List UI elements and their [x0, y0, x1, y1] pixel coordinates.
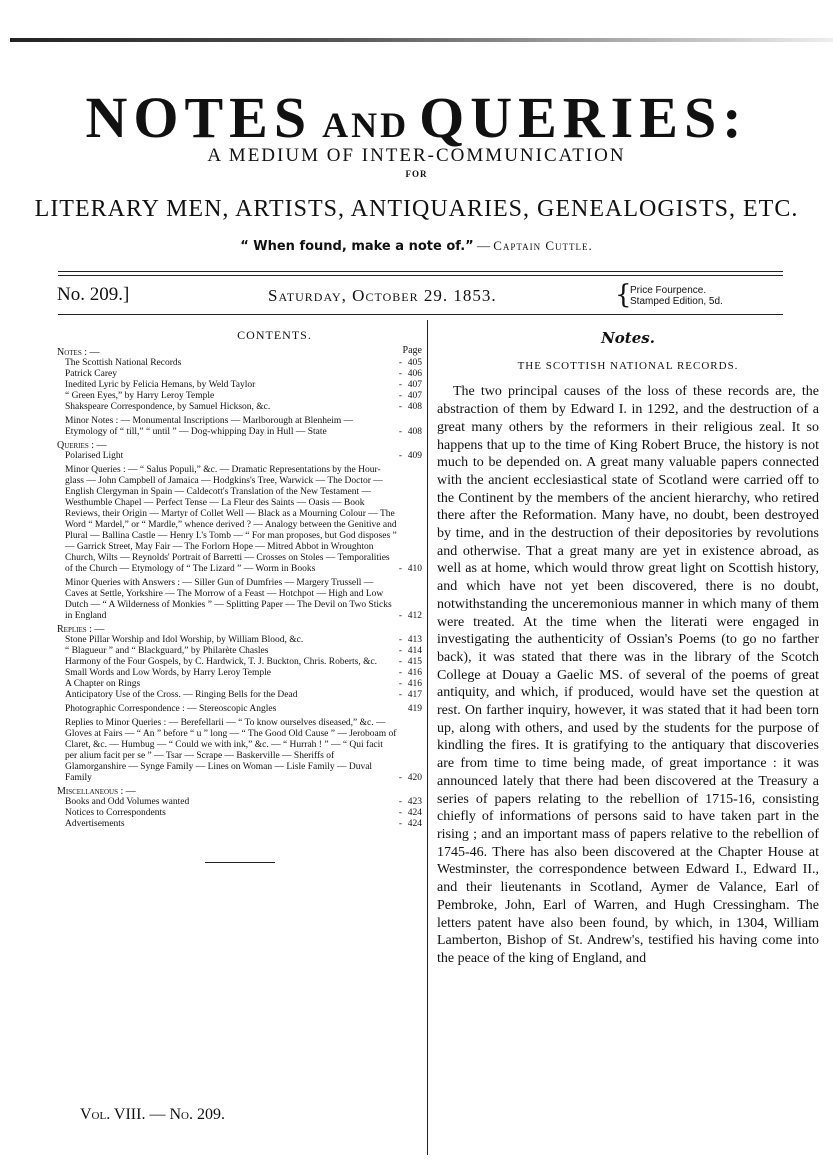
masthead-title — [0, 84, 833, 151]
header-rule-top-2 — [58, 275, 783, 276]
contents-entry-text: Small Words and Low Words, by Harry Leroy Temple — [65, 668, 271, 678]
contents-entry-text: Patrick Carey — [65, 369, 117, 379]
notes-minor-text: Minor Notes : — Monumental Inscriptions — Marlborough at Blenheim — Etymology of “ till,” “ until ” — Dog-whipping Day in Hull — State — [65, 416, 354, 437]
replies-minor-text: Replies to Minor Queries : — Berefellarii — “ To know ourselves diseased,” &c. — Gloves at Fairs — “ An ” before “ u ” long — “ The Good Old Cause ” — Jeroboam of Claret, &c. — Humbug — “ Could we with ink,” &c. — “ Hurrah ! ” — “ Qui facit per alium facit per se ” — Tsar — Scrape — Baskerville — Sheriffs of Glamorganshire — Synge Family — Lines on Woman — Lisle Family — Duval Family — [65, 718, 397, 783]
contents-entry-text: Stone Pillar Worship and Idol Worship, by William Blood, &c. — [65, 635, 304, 645]
motto-quote: “ When found, make a note of.” — [240, 239, 474, 254]
replies-label: Replies : — — [57, 624, 105, 635]
price-line-2: Stamped Edition, 5d. — [630, 296, 723, 307]
notes-list — [57, 358, 422, 413]
issue-date: Saturday, October 29. 1853. — [268, 286, 497, 305]
contents-entry-text: “ Green Eyes,” by Harry Leroy Temple — [65, 391, 215, 401]
contents-entry-text: Anticipatory Use of the Cross. — Ringing Bells for the Dead — [65, 690, 298, 700]
contents-entry-text: Inedited Lyric by Felicia Hemans, by Weld Taylor — [65, 380, 256, 390]
contents-entry: Harmony of the Four Gospels, by C. Hardwick, T. J. Buckton, Chris. Roberts, &c. - 415 — [65, 657, 422, 667]
photo-text: Photographic Correspondence : — Stereoscopic Angles — [65, 704, 277, 714]
queries-minor-text: Minor Queries : — “ Salus Populi,” &c. — Dramatic Representations by the Hour-glass — John Campbell of Jamaica — Hodgkins's Tree, Warwick — The Doctor — English Clergyman in Spain — Caldecott's Translation of the New Testament — Westhumble Chapel — Perfect Tense — La Fleur des Saints — Oasis — Book Reviews, their Origin — Martyr of Collet Well — Black as a Mourning Colour — The Word “ Mardel,” or “ Mardle,” whence derived ? — Analogy between the Genitive and Plural — Ballina Castle — Henry I.'s Tomb — “ For man proposes, but God disposes ” — Garrick Street, May Fair — The Forlorn Hope — Mitred Abbot in Wroughton Church, Wilts — Reynolds' Portrait of Barretti — Crosses on Stoles — Temporalities of the Church — Etymology of “ The Lizard ” — Worm in Books — [65, 465, 397, 574]
contents-entry-text: “ Blagueur ” and “ Blackguard,” by Philarète Chasles — [65, 646, 269, 656]
title-and: AND — [322, 105, 410, 145]
title-queries: QUERIES: — [419, 85, 748, 150]
contents-entry-page: 415 — [407, 657, 422, 667]
contents-entry-page: 417 — [407, 690, 422, 700]
contents-entry: “ Green Eyes,” by Harry Leroy Temple - 407 — [65, 391, 422, 401]
queries-list — [57, 451, 422, 462]
contents-entry: Stone Pillar Worship and Idol Worship, by William Blood, &c. - 413 — [65, 635, 422, 645]
contents-entry: The Scottish National Records - 405 — [65, 358, 422, 368]
contents-entry: Inedited Lyric by Felicia Hemans, by Weld Taylor - 407 — [65, 380, 422, 390]
replies-minor-entry: Replies to Minor Queries : — Berefellarii — “ To know ourselves diseased,” &c. — Gloves at Fairs — “ An ” before “ u ” long — “ The Good Old Cause ” — Jeroboam of Claret, &c. — Humbug — “ Could we with ink,” &c. — “ Hurrah ! ” — “ Qui facit per alium facit per se ” — Tsar — Scrape — Baskerville — Sheriffs of Glamorganshire — Synge Family — Lines on Woman — Lisle Family — Duval Family - 420 — [65, 718, 422, 783]
contents-entry-page: 416 — [407, 679, 422, 689]
title-notes: NOTES — [85, 85, 313, 150]
queries-answers-page: 412 — [407, 611, 422, 621]
queries-minor-entry: Minor Queries : — “ Salus Populi,” &c. — Dramatic Representations by the Hour-glass — John Campbell of Jamaica — Hodgkins's Tree, Warwick — The Doctor — English Clergyman in Spain — Caldecott's Translation of the New Testament — Westhumble Chapel — Perfect Tense — La Fleur des Saints — Oasis — Book Reviews, their Origin — Martyr of Collet Well — Black as a Mourning Colour — The Word “ Mardel,” or “ Mardle,” whence derived ? — Analogy between the Genitive and Plural — Ballina Castle — Henry I.'s Tomb — “ For man proposes, but God disposes ” — Garrick Street, May Fair — The Forlorn Hope — Mitred Abbot in Wroughton Church, Wilts — Reynolds' Portrait of Barretti — Crosses on Stoles — Temporalities of the Church — Etymology of “ The Lizard ” — Worm in Books - 410 — [65, 465, 422, 574]
contents-entry-text: A Chapter on Rings — [65, 679, 141, 689]
contents-entry-text: Harmony of the Four Gospels, by C. Hardwick, T. J. Buckton, Chris. Roberts, &c. — [65, 657, 378, 667]
contents-entry: Patrick Carey - 406 — [65, 369, 422, 379]
contents-entry: “ Blagueur ” and “ Blackguard,” by Philarète Chasles - 414 — [65, 646, 422, 656]
notes-header-row — [57, 345, 422, 358]
misc-label: Miscellaneous : — — [57, 786, 136, 797]
masthead-subtitle: A MEDIUM OF INTER-COMMUNICATION — [207, 145, 626, 166]
misc-list — [57, 797, 422, 830]
contents-entry-text: Polarised Light — [65, 451, 124, 461]
header-rule-bottom — [58, 314, 783, 315]
contents-entry: A Chapter on Rings - 416 — [65, 679, 422, 689]
contents-entry-page: 414 — [407, 646, 422, 656]
contents-entry-page: 416 — [407, 668, 422, 678]
article-title: THE SCOTTISH NATIONAL RECORDS. — [517, 359, 739, 372]
contents-entry: Small Words and Low Words, by Harry Leroy Temple - 416 — [65, 668, 422, 678]
contents-entry-page: 409 — [407, 451, 422, 461]
contents-entry-page: 408 — [407, 402, 422, 412]
contents-entry-page: 424 — [407, 808, 422, 818]
volume-label — [80, 1106, 225, 1124]
masthead-motto — [0, 238, 833, 254]
replies-minor-page: 420 — [407, 773, 422, 783]
price-line-1: Price Fourpence. — [630, 285, 707, 296]
contents-entry-page: 406 — [407, 369, 422, 379]
contents-entry: Shakspeare Correspondence, by Samuel Hickson, &c. - 408 — [65, 402, 422, 412]
contents-entry-text: Books and Odd Volumes wanted — [65, 797, 190, 807]
queries-minor-page: 410 — [407, 564, 422, 574]
queries-answers-text: Minor Queries with Answers : — Siller Gun of Dumfries — Margery Trussell — Caves at Settle, Yorkshire — The Morrow of a Feast — Hotchpot — High and Low Dutch — “ A Wilderness of Monkies ” — Splitting Paper — The Devil on Two Sticks in England — [65, 578, 392, 621]
notes-section-heading: Notes. — [601, 329, 655, 347]
contents-separator — [205, 862, 275, 863]
contents-title: CONTENTS. — [237, 328, 312, 342]
contents-entry: Anticipatory Use of the Cross. — Ringing Bells for the Dead - 417 — [65, 690, 422, 700]
contents-entry-page: 424 — [407, 819, 422, 829]
notes-minor-entry: Minor Notes : — Monumental Inscriptions — Marlborough at Blenheim — Etymology of “ till,” “ until ” — Dog-whipping Day in Hull — State - 408 — [65, 416, 422, 437]
contents-entry-page: 405 — [407, 358, 422, 368]
contents-entry-text: Shakspeare Correspondence, by Samuel Hickson, &c. — [65, 402, 271, 412]
volume-text: Vol. VIII. — No. 209. — [80, 1106, 225, 1123]
contents-column — [57, 330, 422, 863]
contents-entry: Advertisements - 424 — [65, 819, 422, 829]
contents-entry-text: Notices to Correspondents — [65, 808, 166, 818]
contents-entry-page: 413 — [407, 635, 422, 645]
contents-entry-text: The Scottish National Records — [65, 358, 182, 368]
queries-answers-entry: Minor Queries with Answers : — Siller Gun of Dumfries — Margery Trussell — Caves at Settle, Yorkshire — The Morrow of a Feast — Hotchpot — High and Low Dutch — “ A Wilderness of Monkies ” — Splitting Paper — The Devil on Two Sticks in England - 412 — [65, 578, 422, 621]
article-body: The two principal causes of the loss of these records are, the abstraction of them by Edward I. in 1292, and the destruction of a great many others by the reformers in their religious zeal. It so happens that up to the time of King Robert Bruce, the history is not much to be depended on. A great many valuable papers connected with the ancient ecclesiastical state of Scotland were carried off to the Continent by the members of the ancient hierarchy, who retired there after the Reformation. Many have, no doubt, been destroyed by time, and in the destruction of their depositories by revolutions and otherwise. That a great many are yet in existence abroad, as well as at home, which would throw great light on Scottish history, and which have not yet been discovered, there is no doubt, notwithstanding the unceremonious manner in which many of them were treated. At the time when the literati were engaged in investigating the authenticity of Ossian's Poems (to go no farther back), it was stated that there was in the library of the Scotch College at Douay a Gaelic MS. of several of the poems of great antiquity, and which, if produced, would have set the question at rest. On farther inquiry, however, it was stated that it had been torn up, along with others, and used by the students for the purpose of kindling the fires. It is gratifying to the antiquary that discoveries are from time to time being made, of great importance : it was announced lately that there had been discovered at the Treasury a series of papers relating to the rebellion of 1715-16, consisting chiefly of informations of persons said to have taken part in the rising ; and an important mass of papers relative to the rebellion of 1745-46. There has also been discovered at the Chapter House at Westminster, the correspondence between Edward I., Edward II., and their lieutenants in Scotland, Aymer de Valance, Earl of Pembroke, John, Earl of Warren, and Hugh Cressingham. The letters patent have also been found, by which, in 1304, William Lamberton, Bishop of St. Andrew's, testified his having come into the peace of the king of England, and — [437, 384, 819, 966]
photo-entry — [65, 704, 422, 715]
contents-entry: Books and Odd Volumes wanted - 423 — [65, 797, 422, 807]
motto-separator: — — [473, 238, 494, 253]
contents-entry-page: 423 — [407, 797, 422, 807]
masthead-for: FOR — [405, 169, 428, 179]
price-info — [630, 285, 723, 307]
masthead-audience: LITERARY MEN, ARTISTS, ANTIQUARIES, GENEALOGISTS, ETC. — [34, 196, 799, 222]
queries-label: Queries : — — [57, 440, 107, 451]
photo-page: 419 — [407, 704, 422, 714]
column-divider — [427, 320, 428, 1155]
notes-minor-page: 408 — [407, 427, 422, 437]
motto-author: Captain Cuttle. — [493, 238, 593, 253]
contents-entry-text: Advertisements — [65, 819, 125, 829]
replies-list — [57, 635, 422, 701]
contents-entry: Polarised Light - 409 — [65, 451, 422, 461]
page-label: Page — [402, 345, 422, 356]
header-rule-top — [58, 271, 783, 272]
article-column — [437, 330, 819, 968]
issue-number: No. 209.] — [57, 284, 130, 305]
notes-label: Notes : — — [57, 347, 100, 358]
top-scan-bar — [10, 38, 833, 42]
contents-entry-page: 407 — [407, 380, 422, 390]
contents-entry: Notices to Correspondents - 424 — [65, 808, 422, 818]
price-brace: { — [615, 280, 632, 310]
contents-entry-page: 407 — [407, 391, 422, 401]
